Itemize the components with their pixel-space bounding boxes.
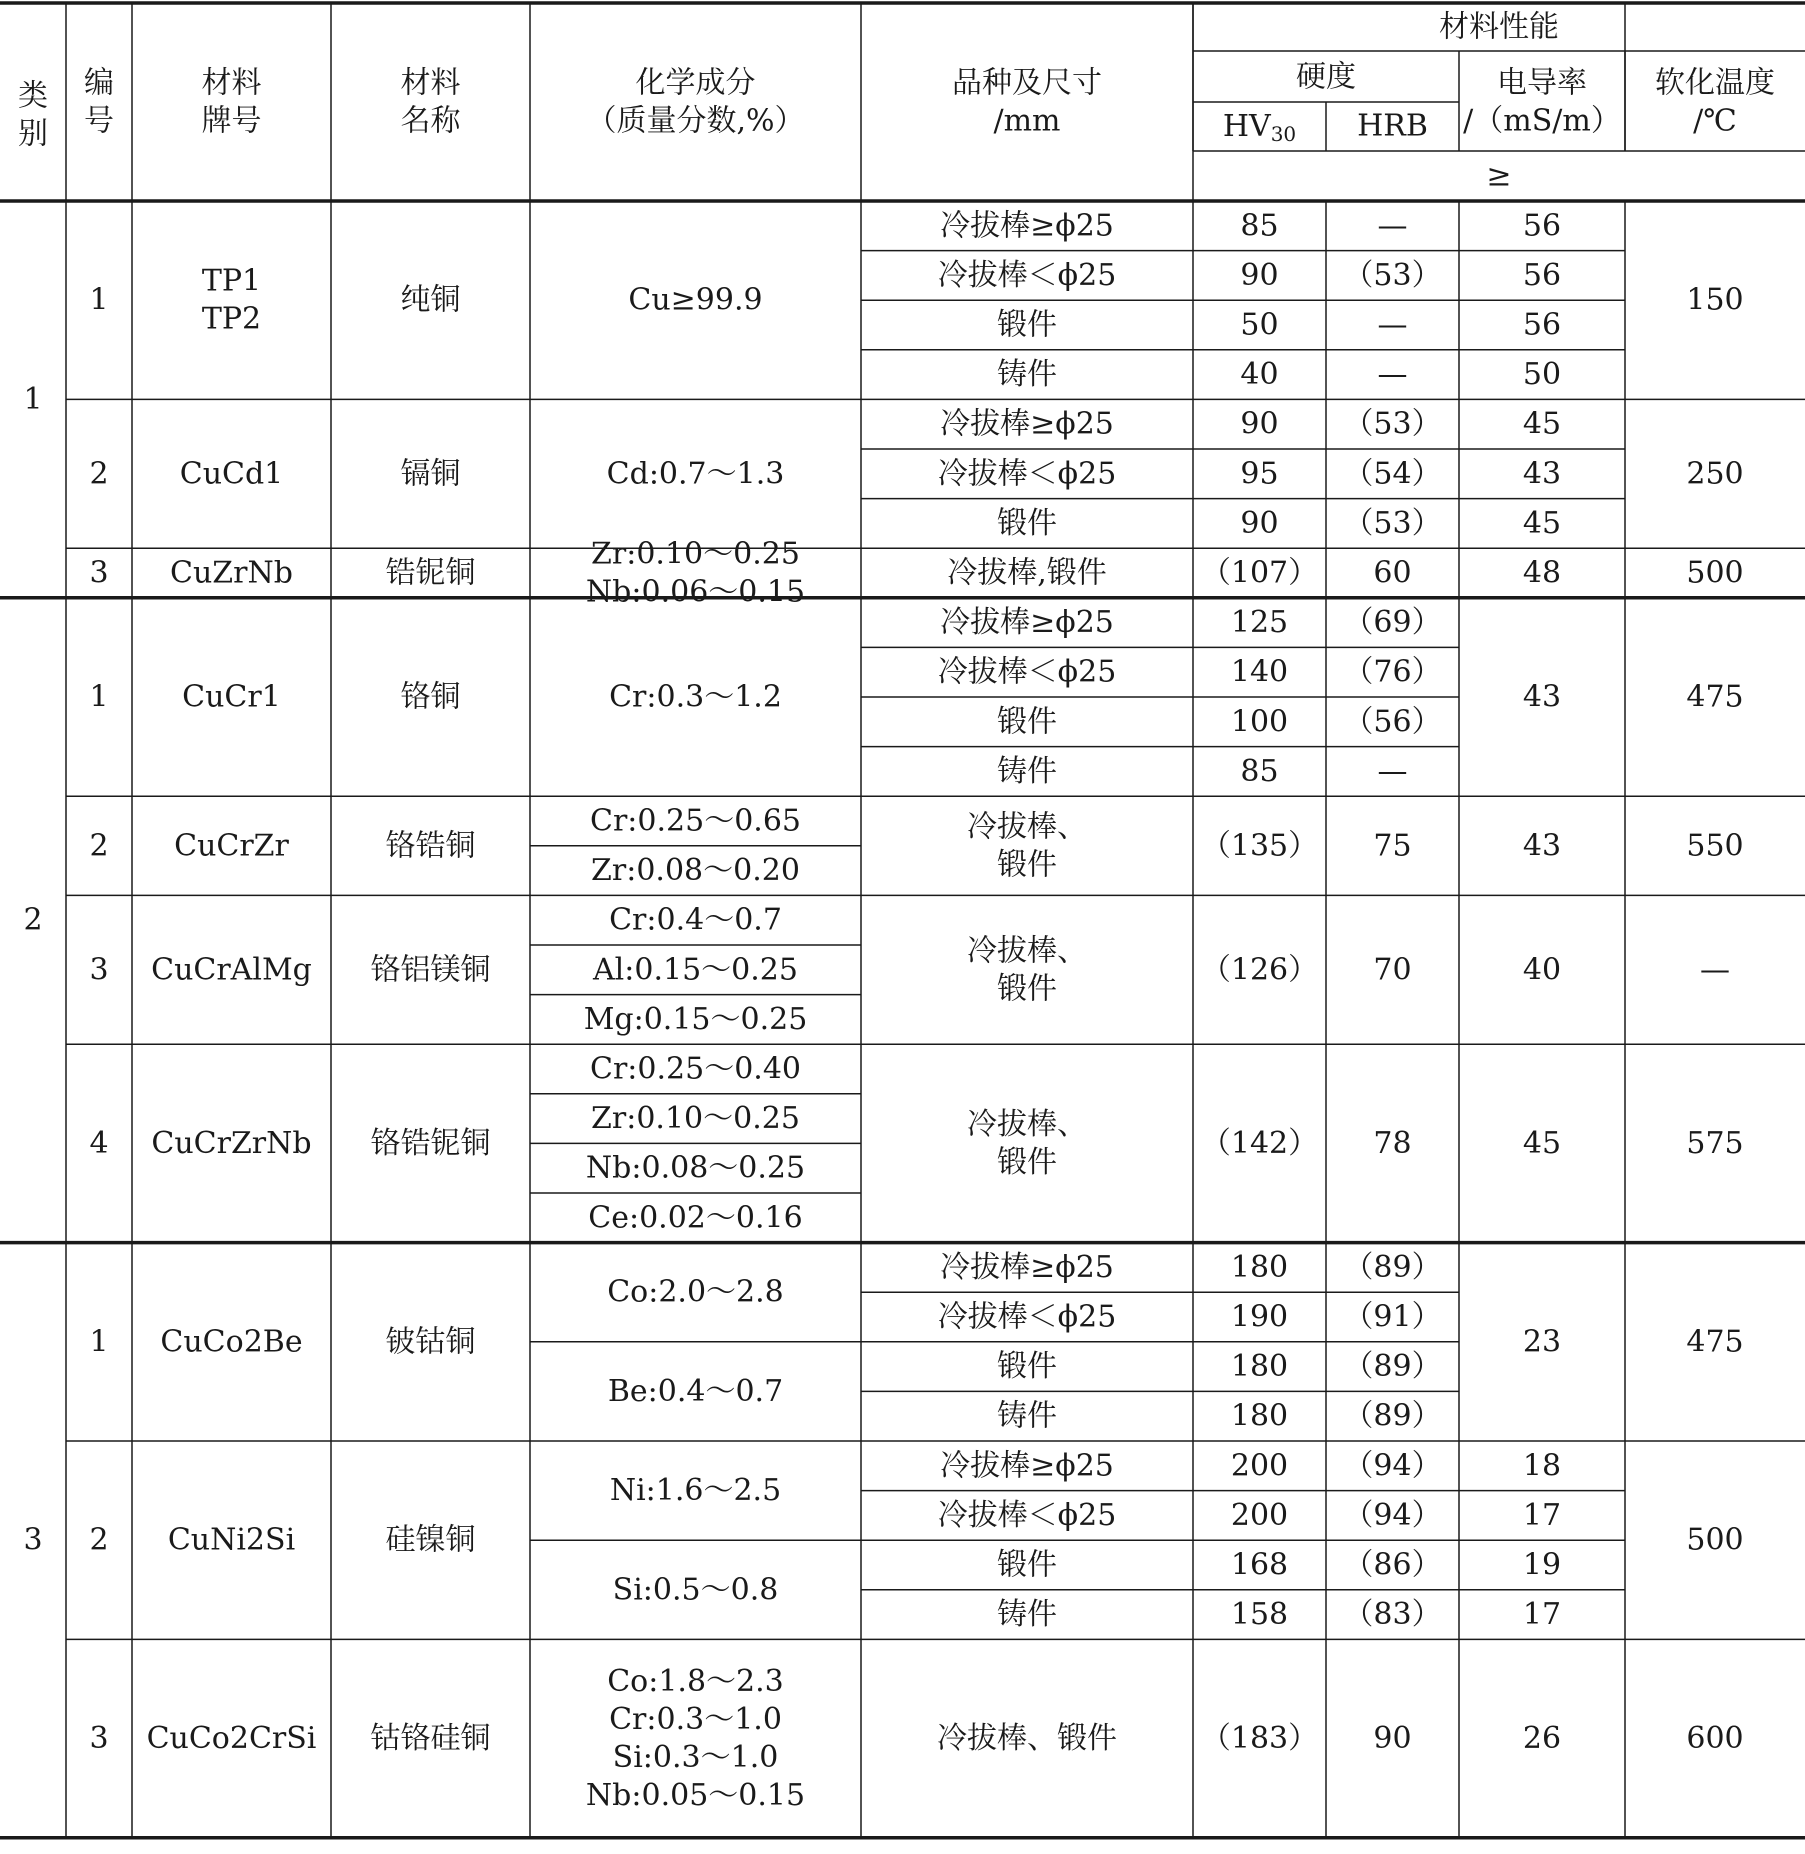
hv-cell: 168 (1230, 1547, 1289, 1583)
composition-cell: Co:1.8～2.3 (607, 1664, 784, 1700)
form-cell: 冷拔棒≥ϕ25 (940, 406, 1114, 442)
header-category: 别 (18, 116, 48, 152)
conductivity-cell: 43 (1522, 828, 1562, 864)
composition-cell: Zr:0.10～0.25 (591, 1101, 800, 1137)
conductivity-cell: 45 (1522, 505, 1562, 541)
hrb-cell: — (1377, 208, 1408, 244)
form-cell: 冷拔棒、 (967, 933, 1087, 969)
material-name: 铍钴铜 (385, 1324, 476, 1360)
conductivity-cell: 17 (1522, 1597, 1562, 1633)
material-name: 钴铬硅铜 (370, 1721, 491, 1757)
hrb-cell: — (1377, 753, 1408, 789)
conductivity-cell: 50 (1522, 357, 1562, 393)
material-name: 锆铌铜 (385, 555, 476, 591)
hv-cell: 158 (1230, 1597, 1289, 1633)
material-name: 镉铜 (400, 456, 461, 492)
hv-cell: （142） (1200, 1125, 1319, 1161)
hv-cell: 90 (1240, 257, 1279, 293)
header-composition: （质量分数,%） (586, 103, 805, 139)
category-label: 2 (23, 902, 43, 938)
conductivity-cell: 26 (1522, 1721, 1562, 1757)
composition-cell: Ni:1.6～2.5 (609, 1473, 782, 1509)
form-cell: 冷拔棒＜ϕ25 (937, 456, 1117, 492)
hrb-cell: （69） (1343, 605, 1442, 641)
composition-cell: Cr:0.25～0.65 (590, 803, 801, 839)
composition-cell: Be:0.4～0.7 (607, 1373, 784, 1409)
header-conductivity: /（mS/m） (1463, 103, 1621, 139)
hv-cell: 40 (1240, 357, 1279, 393)
header-softening: 软化温度 (1655, 65, 1775, 101)
form-cell: 铸件 (997, 1597, 1057, 1633)
header-name: 名称 (400, 103, 461, 139)
composition-cell: Mg:0.15～0.25 (583, 1001, 808, 1037)
material-grade: CuCrAlMg (151, 952, 312, 988)
form-cell: 锻件 (997, 1547, 1057, 1583)
form-cell: 冷拔棒≥ϕ25 (940, 605, 1114, 641)
conductivity-cell: 56 (1522, 307, 1562, 343)
material-grade: TP1 (201, 263, 262, 299)
softening-cell: 250 (1686, 456, 1744, 492)
form-cell: 锻件 (997, 1144, 1057, 1180)
material-grade: CuNi2Si (167, 1522, 296, 1558)
hv-cell: （107） (1200, 555, 1319, 591)
header-form: /mm (993, 103, 1061, 139)
hv-cell: （126） (1200, 952, 1319, 988)
hv-cell: 90 (1240, 406, 1279, 442)
hv-cell: 190 (1230, 1299, 1289, 1335)
conductivity-cell: 19 (1522, 1547, 1562, 1583)
conductivity-cell: 56 (1522, 208, 1562, 244)
material-grade: TP2 (201, 301, 262, 337)
form-cell: 锻件 (997, 1349, 1057, 1385)
material-name: 硅镍铜 (385, 1522, 476, 1558)
hrb-cell: 70 (1373, 952, 1412, 988)
composition-cell: Cd:0.7～1.3 (606, 456, 785, 492)
form-cell: 锻件 (997, 971, 1057, 1007)
hrb-cell: 90 (1373, 1721, 1412, 1757)
header-form: 品种及尺寸 (952, 65, 1102, 101)
hrb-cell: （54） (1343, 456, 1442, 492)
composition-cell: Cr:0.3～1.2 (609, 679, 782, 715)
composition-cell: Zr:0.10～0.25 (591, 536, 800, 572)
material-number: 1 (89, 282, 109, 318)
material-name: 铬铜 (400, 679, 461, 715)
hv-cell: 200 (1230, 1448, 1289, 1484)
header-min-symbol: ≥ (1486, 158, 1512, 194)
material-number: 2 (89, 456, 109, 492)
hrb-cell: 78 (1373, 1125, 1412, 1161)
conductivity-cell: 45 (1522, 406, 1562, 442)
form-cell: 冷拔棒≥ϕ25 (940, 1249, 1114, 1285)
hrb-cell: — (1377, 357, 1408, 393)
composition-cell: Zr:0.08～0.20 (591, 853, 800, 889)
material-number: 2 (89, 1522, 109, 1558)
composition-cell: Cu≥99.9 (628, 282, 763, 318)
conductivity-cell: 43 (1522, 456, 1562, 492)
header-name: 材料 (400, 65, 461, 101)
form-cell: 锻件 (997, 307, 1057, 343)
material-name: 铬锆铌铜 (370, 1125, 491, 1161)
form-cell: 冷拔棒、 (967, 809, 1087, 845)
form-cell: 锻件 (997, 847, 1057, 883)
material-number: 1 (89, 1324, 109, 1360)
header-properties: 材料性能 (1439, 9, 1559, 45)
conductivity-cell: 17 (1522, 1497, 1562, 1533)
hrb-cell: （83） (1343, 1597, 1442, 1633)
material-number: 4 (89, 1125, 109, 1161)
form-cell: 锻件 (997, 505, 1057, 541)
hv-cell: 95 (1240, 456, 1279, 492)
form-cell: 锻件 (997, 704, 1057, 740)
header-number: 编 (84, 65, 114, 101)
material-number: 3 (89, 555, 109, 591)
material-number: 3 (89, 952, 109, 988)
hrb-cell: （76） (1343, 654, 1442, 690)
hv-cell: 85 (1240, 753, 1279, 789)
hrb-cell: （53） (1343, 257, 1442, 293)
material-grade: CuCrZr (174, 828, 289, 864)
softening-cell: 150 (1686, 282, 1744, 318)
hv-cell: 180 (1230, 1349, 1289, 1385)
material-name: 铬铝镁铜 (370, 952, 491, 988)
hv-cell: （135） (1200, 828, 1319, 864)
composition-cell: Si:0.5～0.8 (612, 1572, 779, 1608)
header-hardness: 硬度 (1296, 59, 1356, 95)
header-grade: 牌号 (201, 103, 262, 139)
form-cell: 冷拔棒＜ϕ25 (937, 257, 1117, 293)
softening-cell: 475 (1686, 679, 1744, 715)
material-grade: CuCrZrNb (151, 1125, 312, 1161)
material-number: 1 (89, 679, 109, 715)
material-name: 纯铜 (400, 282, 461, 318)
form-cell: 冷拔棒,锻件 (947, 555, 1107, 591)
conductivity-cell: 23 (1522, 1324, 1562, 1360)
header-grade: 材料 (201, 65, 262, 101)
softening-cell: — (1700, 952, 1730, 988)
composition-cell: Nb:0.05～0.15 (585, 1778, 806, 1814)
header-composition: 化学成分 (635, 65, 756, 101)
header-hrb: HRB (1357, 108, 1428, 144)
hrb-cell: （89） (1343, 1349, 1442, 1385)
header-number: 号 (84, 103, 114, 139)
conductivity-cell: 48 (1522, 555, 1562, 591)
hrb-cell: （89） (1343, 1398, 1442, 1434)
hrb-cell: — (1377, 307, 1408, 343)
hrb-cell: （56） (1343, 704, 1442, 740)
softening-cell: 500 (1686, 555, 1744, 591)
header-conductivity: 电导率 (1497, 65, 1587, 101)
hv-cell: 180 (1230, 1398, 1289, 1434)
form-cell: 铸件 (997, 753, 1057, 789)
header-softening: /℃ (1693, 103, 1737, 139)
hrb-cell: （91） (1343, 1299, 1442, 1335)
composition-cell: Ce:0.02～0.16 (588, 1200, 803, 1236)
hv-cell: （183） (1200, 1721, 1319, 1757)
form-cell: 铸件 (997, 1398, 1057, 1434)
softening-cell: 550 (1686, 828, 1744, 864)
material-number: 3 (89, 1721, 109, 1757)
hrb-cell: （86） (1343, 1547, 1442, 1583)
form-cell: 冷拔棒、锻件 (937, 1721, 1117, 1757)
softening-cell: 475 (1686, 1324, 1744, 1360)
material-name: 铬锆铜 (385, 828, 476, 864)
composition-cell: Cr:0.3～1.0 (609, 1702, 782, 1738)
hv-cell: 85 (1240, 208, 1279, 244)
material-grade: CuCo2Be (160, 1324, 303, 1360)
form-cell: 冷拔棒、 (967, 1106, 1087, 1142)
hv-cell: 200 (1230, 1497, 1289, 1533)
hrb-cell: （94） (1343, 1497, 1442, 1533)
category-label: 3 (23, 1522, 43, 1558)
material-grade: CuCr1 (182, 679, 281, 715)
conductivity-cell: 18 (1522, 1448, 1562, 1484)
conductivity-cell: 45 (1522, 1125, 1562, 1161)
hv-cell: 90 (1240, 505, 1279, 541)
form-cell: 铸件 (997, 357, 1057, 393)
form-cell: 冷拔棒＜ϕ25 (937, 1497, 1117, 1533)
composition-cell: Cr:0.4～0.7 (609, 902, 782, 938)
form-cell: 冷拔棒＜ϕ25 (937, 1299, 1117, 1335)
header-hv: $HV_{30}$ (1222, 108, 1297, 146)
header-category: 类 (18, 78, 48, 114)
category-label: 1 (23, 381, 43, 417)
softening-cell: 500 (1686, 1522, 1744, 1558)
composition-cell: Nb:0.08～0.25 (585, 1150, 806, 1186)
conductivity-cell: 40 (1522, 952, 1562, 988)
material-grade: CuZrNb (170, 555, 293, 591)
hrb-cell: （94） (1343, 1448, 1442, 1484)
hrb-cell: 75 (1373, 828, 1412, 864)
material-grade: CuCd1 (179, 456, 284, 492)
hv-cell: 180 (1230, 1249, 1289, 1285)
form-cell: 冷拔棒≥ϕ25 (940, 208, 1114, 244)
hv-cell: 50 (1240, 307, 1279, 343)
composition-cell: Co:2.0～2.8 (607, 1274, 784, 1310)
hrb-cell: 60 (1373, 555, 1412, 591)
hv-cell: 140 (1230, 654, 1289, 690)
hrb-cell: （53） (1343, 406, 1442, 442)
composition-cell: Nb:0.06～0.15 (585, 574, 806, 610)
conductivity-cell: 56 (1522, 257, 1562, 293)
hv-cell: 100 (1230, 704, 1289, 740)
material-number: 2 (89, 828, 109, 864)
softening-cell: 600 (1686, 1721, 1744, 1757)
hrb-cell: （89） (1343, 1249, 1442, 1285)
conductivity-cell: 43 (1522, 679, 1562, 715)
material-grade: CuCo2CrSi (146, 1721, 317, 1757)
composition-cell: Al:0.15～0.25 (593, 952, 798, 988)
composition-cell: Si:0.3～1.0 (612, 1740, 779, 1776)
hv-cell: 125 (1230, 605, 1289, 641)
composition-cell: Cr:0.25～0.40 (590, 1051, 801, 1087)
form-cell: 冷拔棒≥ϕ25 (940, 1448, 1114, 1484)
hrb-cell: （53） (1343, 505, 1442, 541)
form-cell: 冷拔棒＜ϕ25 (937, 654, 1117, 690)
softening-cell: 575 (1686, 1125, 1744, 1161)
